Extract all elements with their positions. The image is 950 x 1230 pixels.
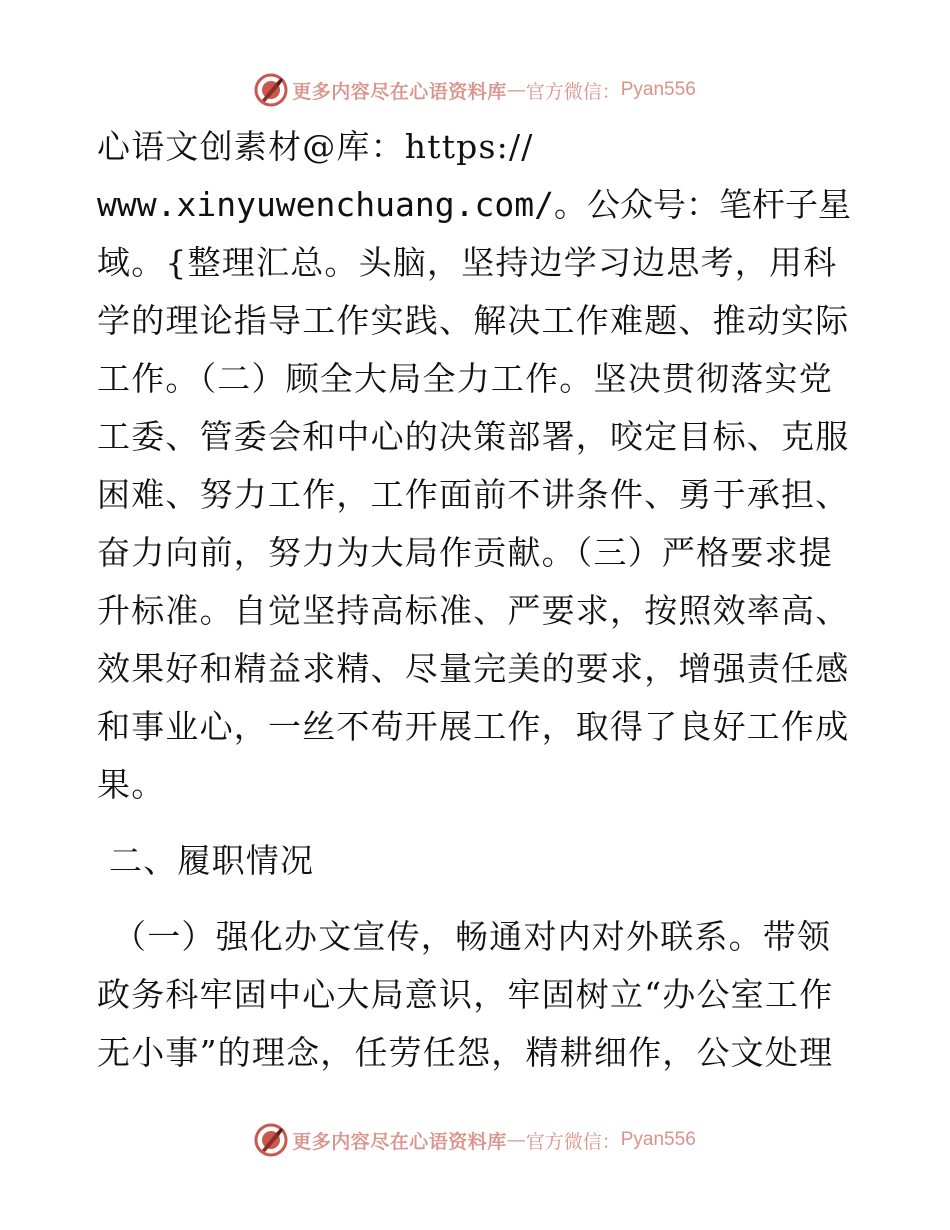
watermark-account-label: 官方微信：: [525, 1130, 621, 1153]
text-line: 效果好和精益求精、尽量完美的要求，增强责任感: [97, 649, 850, 688]
watermark-account-id: Pyan556: [620, 79, 696, 100]
pen-logo-icon: [254, 73, 288, 107]
pen-logo-icon: [254, 1123, 288, 1157]
text-line: 奋力向前，努力为大局作贡献。（三）严格要求提: [97, 533, 833, 572]
footer-watermark: [0, 1120, 950, 1160]
text-line: 升标准。自觉坚持高标准、严要求，按照效率高、: [97, 591, 850, 630]
section-heading: [97, 832, 857, 890]
header-watermark: [0, 70, 950, 110]
text-line: 工委、管委会和中心的决策部署，咬定目标、克服: [97, 417, 850, 456]
paragraph-1: [97, 118, 857, 814]
document-body: [97, 118, 857, 1082]
text-line: 果。: [97, 765, 166, 804]
text-line: 和事业心，一丝不苟开展工作，取得了良好工作成: [97, 707, 850, 746]
text-line: （一）强化办文宣传，畅通对内对外联系。带领: [113, 917, 832, 956]
watermark-site-text: 更多内容尽在心语资料库: [292, 1130, 507, 1153]
watermark-account-id: Pyan556: [620, 1129, 696, 1150]
watermark-dash: —: [506, 79, 526, 101]
paragraph-3: [97, 908, 857, 1082]
text-line: 域。{整理汇总。头脑，坚持边学习边思考，用科: [97, 243, 838, 282]
text-line: 无小事”的理念，任劳任怨，精耕细作，公文处理: [97, 1033, 834, 1072]
text-line: 政务科牢固中心大局意识，牢固树立“办公室工作: [97, 975, 834, 1014]
text-line: www.xinyuwenchuang.com/。公众号：笔杆子星: [97, 185, 851, 224]
watermark-site-text: 更多内容尽在心语资料库: [292, 80, 507, 103]
text-line: 困难、努力工作，工作面前不讲条件、勇于承担、: [97, 475, 850, 514]
paragraph-gap: [97, 814, 857, 832]
text-line: 工作。（二）顾全大局全力工作。坚决贯彻落实党: [97, 359, 833, 398]
text-line: 学的理论指导工作实践、解决工作难题、推动实际: [97, 301, 850, 340]
heading-line: 二、履职情况: [109, 841, 315, 880]
text-line: 心语文创素材@库：https://: [97, 127, 534, 166]
paragraph-gap: [97, 890, 857, 908]
watermark-dash: —: [506, 1129, 526, 1151]
watermark-account-label: 官方微信：: [525, 80, 621, 103]
